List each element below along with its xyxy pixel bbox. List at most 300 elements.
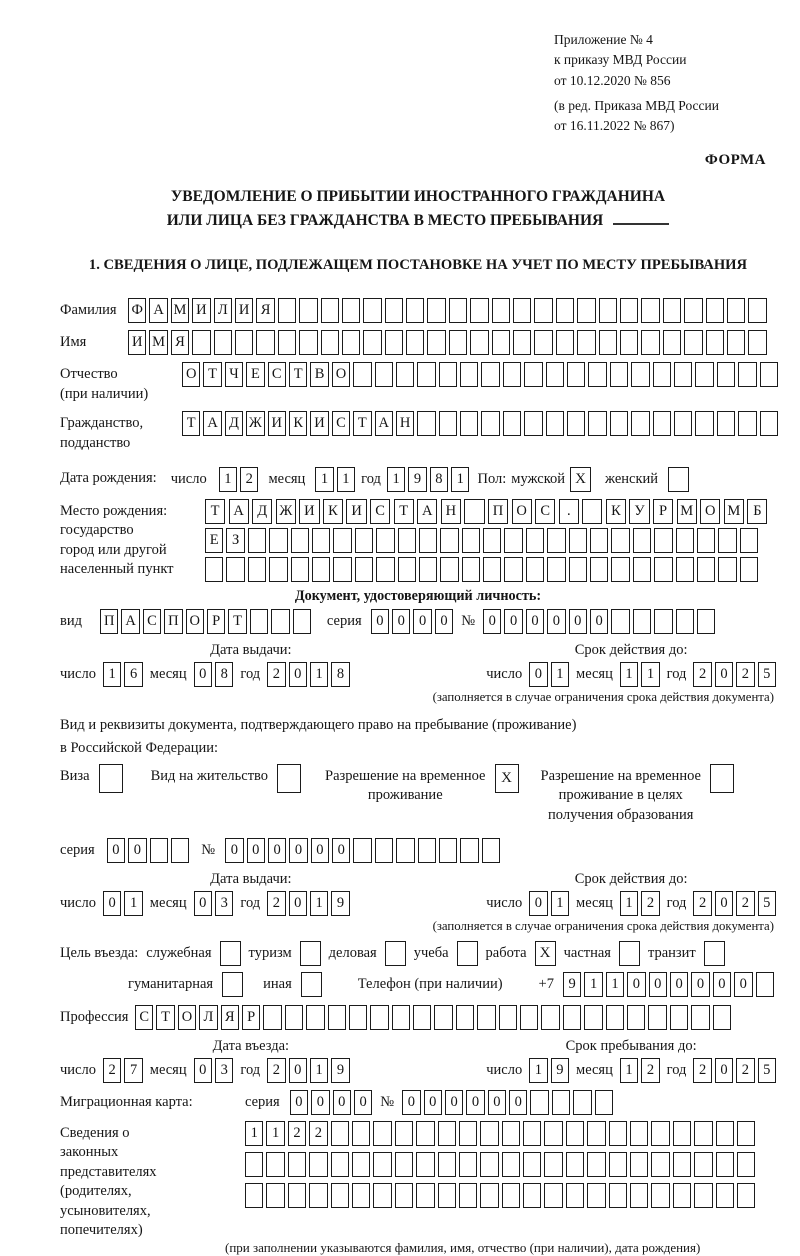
char-box[interactable] bbox=[546, 362, 564, 387]
char-box[interactable] bbox=[633, 528, 651, 553]
char-box[interactable] bbox=[717, 411, 735, 436]
char-box[interactable]: 8 bbox=[215, 662, 233, 687]
char-box[interactable] bbox=[590, 528, 608, 553]
char-box[interactable] bbox=[691, 1005, 709, 1030]
char-box[interactable] bbox=[398, 557, 416, 582]
char-box[interactable] bbox=[373, 1152, 391, 1177]
stay-year-grid[interactable] bbox=[693, 1058, 776, 1083]
char-box[interactable]: 1 bbox=[219, 467, 237, 492]
char-box[interactable] bbox=[266, 1152, 284, 1177]
char-box[interactable]: А bbox=[375, 411, 393, 436]
char-box[interactable]: У bbox=[629, 499, 649, 524]
char-box[interactable] bbox=[544, 1183, 562, 1208]
char-box[interactable] bbox=[599, 298, 617, 323]
char-box[interactable] bbox=[718, 557, 736, 582]
firstname-grid[interactable] bbox=[128, 330, 767, 355]
char-box[interactable] bbox=[651, 1152, 669, 1177]
char-box[interactable] bbox=[673, 1121, 691, 1146]
char-box[interactable]: Т bbox=[289, 362, 307, 387]
char-box[interactable]: 2 bbox=[309, 1121, 327, 1146]
char-box[interactable] bbox=[248, 557, 266, 582]
char-box[interactable] bbox=[171, 838, 189, 863]
char-box[interactable]: Я bbox=[171, 330, 189, 355]
char-box[interactable]: С bbox=[143, 609, 161, 634]
char-box[interactable] bbox=[620, 330, 638, 355]
char-box[interactable]: И bbox=[128, 330, 146, 355]
char-box[interactable] bbox=[470, 298, 488, 323]
char-box[interactable] bbox=[331, 1152, 349, 1177]
char-box[interactable]: И bbox=[310, 411, 328, 436]
char-box[interactable] bbox=[373, 1121, 391, 1146]
char-box[interactable]: 0 bbox=[107, 838, 125, 863]
char-box[interactable]: Д bbox=[252, 499, 272, 524]
char-box[interactable] bbox=[427, 330, 445, 355]
char-box[interactable] bbox=[349, 1005, 367, 1030]
char-box[interactable] bbox=[353, 838, 371, 863]
char-box[interactable] bbox=[611, 557, 629, 582]
char-box[interactable]: 0 bbox=[354, 1090, 372, 1115]
char-box[interactable]: 0 bbox=[247, 838, 265, 863]
char-box[interactable] bbox=[499, 1005, 517, 1030]
char-box[interactable]: 0 bbox=[103, 891, 121, 916]
char-box[interactable]: С bbox=[370, 499, 390, 524]
char-box[interactable]: Н bbox=[441, 499, 461, 524]
char-box[interactable]: К bbox=[289, 411, 307, 436]
char-box[interactable] bbox=[480, 1152, 498, 1177]
char-box[interactable] bbox=[205, 557, 223, 582]
char-box[interactable]: С bbox=[268, 362, 286, 387]
char-box[interactable] bbox=[556, 330, 574, 355]
char-box[interactable] bbox=[503, 362, 521, 387]
char-box[interactable] bbox=[416, 1152, 434, 1177]
char-box[interactable] bbox=[352, 1183, 370, 1208]
birthplace-grid-row1[interactable] bbox=[205, 499, 767, 524]
char-box[interactable]: 0 bbox=[715, 891, 733, 916]
phone-grid[interactable] bbox=[563, 972, 774, 997]
char-box[interactable]: 0 bbox=[649, 972, 667, 997]
char-box[interactable] bbox=[235, 330, 253, 355]
char-box[interactable]: 0 bbox=[194, 891, 212, 916]
char-box[interactable] bbox=[271, 609, 289, 634]
char-box[interactable] bbox=[419, 557, 437, 582]
purpose-study-checkbox[interactable] bbox=[457, 941, 478, 966]
char-box[interactable]: 0 bbox=[413, 609, 431, 634]
char-box[interactable] bbox=[504, 528, 522, 553]
char-box[interactable] bbox=[439, 411, 457, 436]
char-box[interactable] bbox=[590, 557, 608, 582]
char-box[interactable] bbox=[695, 362, 713, 387]
char-box[interactable] bbox=[524, 362, 542, 387]
char-box[interactable] bbox=[385, 298, 403, 323]
char-box[interactable] bbox=[355, 528, 373, 553]
surname-grid[interactable] bbox=[128, 298, 767, 323]
char-box[interactable] bbox=[630, 1183, 648, 1208]
char-box[interactable] bbox=[706, 330, 724, 355]
char-box[interactable] bbox=[609, 1183, 627, 1208]
char-box[interactable]: 1 bbox=[310, 662, 328, 687]
char-box[interactable] bbox=[587, 1183, 605, 1208]
char-box[interactable] bbox=[352, 1121, 370, 1146]
char-box[interactable] bbox=[541, 1005, 559, 1030]
char-box[interactable] bbox=[192, 330, 210, 355]
char-box[interactable]: 0 bbox=[289, 662, 307, 687]
char-box[interactable] bbox=[674, 362, 692, 387]
char-box[interactable] bbox=[740, 528, 758, 553]
char-box[interactable] bbox=[395, 1183, 413, 1208]
residence-series-grid[interactable] bbox=[107, 838, 190, 863]
char-box[interactable]: 2 bbox=[693, 662, 711, 687]
char-box[interactable] bbox=[566, 1183, 584, 1208]
birthplace-grid-row2[interactable] bbox=[205, 528, 767, 553]
char-box[interactable] bbox=[587, 1121, 605, 1146]
char-box[interactable] bbox=[717, 362, 735, 387]
purpose-tourism-checkbox[interactable] bbox=[300, 941, 321, 966]
char-box[interactable]: 1 bbox=[641, 662, 659, 687]
char-box[interactable] bbox=[595, 1090, 613, 1115]
char-box[interactable] bbox=[611, 609, 629, 634]
char-box[interactable]: 2 bbox=[103, 1058, 121, 1083]
char-box[interactable] bbox=[293, 609, 311, 634]
representatives-grid-row2[interactable] bbox=[245, 1152, 755, 1177]
char-box[interactable]: 1 bbox=[310, 1058, 328, 1083]
residence-number-grid[interactable] bbox=[225, 838, 500, 863]
char-box[interactable] bbox=[588, 362, 606, 387]
char-box[interactable]: 0 bbox=[488, 1090, 506, 1115]
char-box[interactable] bbox=[385, 330, 403, 355]
char-box[interactable]: А bbox=[417, 499, 437, 524]
char-box[interactable]: 1 bbox=[310, 891, 328, 916]
char-box[interactable]: 0 bbox=[333, 1090, 351, 1115]
temp-residence-checkbox[interactable]: X bbox=[495, 764, 519, 793]
char-box[interactable] bbox=[353, 362, 371, 387]
char-box[interactable] bbox=[599, 330, 617, 355]
char-box[interactable]: О bbox=[178, 1005, 196, 1030]
char-box[interactable]: 1 bbox=[245, 1121, 263, 1146]
char-box[interactable] bbox=[438, 1121, 456, 1146]
char-box[interactable] bbox=[269, 528, 287, 553]
char-box[interactable] bbox=[740, 557, 758, 582]
char-box[interactable]: 0 bbox=[509, 1090, 527, 1115]
char-box[interactable] bbox=[449, 298, 467, 323]
char-box[interactable] bbox=[464, 499, 484, 524]
char-box[interactable]: 1 bbox=[387, 467, 405, 492]
representatives-grid-row3[interactable] bbox=[245, 1183, 755, 1208]
purpose-official-checkbox[interactable] bbox=[220, 941, 241, 966]
char-box[interactable] bbox=[439, 838, 457, 863]
char-box[interactable] bbox=[481, 411, 499, 436]
char-box[interactable]: 5 bbox=[758, 1058, 776, 1083]
char-box[interactable]: С bbox=[332, 411, 350, 436]
char-box[interactable] bbox=[480, 1121, 498, 1146]
char-box[interactable]: . bbox=[559, 499, 579, 524]
migration-number-grid[interactable] bbox=[402, 1090, 613, 1115]
char-box[interactable] bbox=[375, 838, 393, 863]
doc-series-grid[interactable] bbox=[371, 609, 454, 634]
char-box[interactable]: 2 bbox=[267, 891, 285, 916]
doc-kind-grid[interactable] bbox=[100, 609, 311, 634]
char-box[interactable]: Т bbox=[228, 609, 246, 634]
char-box[interactable]: 0 bbox=[289, 838, 307, 863]
char-box[interactable]: 8 bbox=[331, 662, 349, 687]
char-box[interactable] bbox=[331, 1183, 349, 1208]
char-box[interactable] bbox=[566, 1152, 584, 1177]
char-box[interactable] bbox=[673, 1183, 691, 1208]
char-box[interactable] bbox=[460, 411, 478, 436]
char-box[interactable] bbox=[513, 298, 531, 323]
char-box[interactable] bbox=[459, 1121, 477, 1146]
residence-issue-year-grid[interactable] bbox=[267, 891, 350, 916]
char-box[interactable] bbox=[738, 411, 756, 436]
char-box[interactable] bbox=[492, 298, 510, 323]
char-box[interactable]: Ж bbox=[276, 499, 296, 524]
char-box[interactable] bbox=[226, 557, 244, 582]
char-box[interactable] bbox=[523, 1183, 541, 1208]
purpose-business-checkbox[interactable] bbox=[385, 941, 406, 966]
char-box[interactable] bbox=[312, 528, 330, 553]
char-box[interactable] bbox=[459, 1183, 477, 1208]
char-box[interactable] bbox=[376, 557, 394, 582]
char-box[interactable] bbox=[706, 298, 724, 323]
char-box[interactable] bbox=[694, 1121, 712, 1146]
char-box[interactable] bbox=[438, 1152, 456, 1177]
char-box[interactable] bbox=[250, 609, 268, 634]
char-box[interactable] bbox=[363, 330, 381, 355]
char-box[interactable]: 3 bbox=[215, 1058, 233, 1083]
char-box[interactable]: И bbox=[346, 499, 366, 524]
residence-issue-day-grid[interactable] bbox=[103, 891, 143, 916]
birth-month-grid[interactable] bbox=[315, 467, 355, 492]
char-box[interactable]: 0 bbox=[225, 838, 243, 863]
char-box[interactable] bbox=[291, 557, 309, 582]
char-box[interactable] bbox=[395, 1152, 413, 1177]
char-box[interactable]: 0 bbox=[311, 838, 329, 863]
char-box[interactable]: 3 bbox=[215, 891, 233, 916]
char-box[interactable]: 7 bbox=[124, 1058, 142, 1083]
char-box[interactable]: 0 bbox=[569, 609, 587, 634]
char-box[interactable]: 2 bbox=[693, 1058, 711, 1083]
char-box[interactable] bbox=[480, 1183, 498, 1208]
char-box[interactable] bbox=[727, 330, 745, 355]
char-box[interactable] bbox=[760, 362, 778, 387]
char-box[interactable] bbox=[544, 1152, 562, 1177]
char-box[interactable] bbox=[440, 528, 458, 553]
doc-valid-year-grid[interactable] bbox=[693, 662, 776, 687]
representatives-grid-row1[interactable] bbox=[245, 1121, 755, 1146]
char-box[interactable]: 0 bbox=[466, 1090, 484, 1115]
char-box[interactable]: В bbox=[310, 362, 328, 387]
char-box[interactable] bbox=[523, 1121, 541, 1146]
char-box[interactable]: 0 bbox=[445, 1090, 463, 1115]
char-box[interactable] bbox=[462, 557, 480, 582]
char-box[interactable] bbox=[633, 609, 651, 634]
char-box[interactable] bbox=[376, 528, 394, 553]
char-box[interactable]: К bbox=[606, 499, 626, 524]
residence-permit-checkbox[interactable] bbox=[277, 764, 301, 793]
profession-grid[interactable] bbox=[135, 1005, 731, 1030]
char-box[interactable]: 2 bbox=[240, 467, 258, 492]
char-box[interactable] bbox=[569, 557, 587, 582]
char-box[interactable]: Д bbox=[225, 411, 243, 436]
char-box[interactable] bbox=[611, 528, 629, 553]
char-box[interactable]: А bbox=[121, 609, 139, 634]
char-box[interactable]: И bbox=[268, 411, 286, 436]
char-box[interactable] bbox=[214, 330, 232, 355]
char-box[interactable] bbox=[654, 528, 672, 553]
char-box[interactable]: 0 bbox=[713, 972, 731, 997]
char-box[interactable] bbox=[248, 528, 266, 553]
char-box[interactable] bbox=[552, 1090, 570, 1115]
char-box[interactable] bbox=[569, 528, 587, 553]
char-box[interactable] bbox=[331, 1121, 349, 1146]
char-box[interactable]: Н bbox=[396, 411, 414, 436]
char-box[interactable] bbox=[648, 1005, 666, 1030]
char-box[interactable] bbox=[269, 557, 287, 582]
char-box[interactable] bbox=[503, 411, 521, 436]
char-box[interactable] bbox=[419, 528, 437, 553]
char-box[interactable] bbox=[321, 298, 339, 323]
char-box[interactable] bbox=[417, 362, 435, 387]
char-box[interactable] bbox=[416, 1121, 434, 1146]
char-box[interactable]: К bbox=[323, 499, 343, 524]
char-box[interactable] bbox=[299, 330, 317, 355]
char-box[interactable] bbox=[482, 838, 500, 863]
doc-issue-day-grid[interactable] bbox=[103, 662, 143, 687]
char-box[interactable] bbox=[631, 362, 649, 387]
purpose-private-checkbox[interactable] bbox=[619, 941, 640, 966]
char-box[interactable] bbox=[266, 1183, 284, 1208]
char-box[interactable] bbox=[520, 1005, 538, 1030]
char-box[interactable] bbox=[673, 1152, 691, 1177]
char-box[interactable] bbox=[481, 362, 499, 387]
char-box[interactable]: 0 bbox=[529, 891, 547, 916]
char-box[interactable]: М bbox=[677, 499, 697, 524]
char-box[interactable] bbox=[631, 411, 649, 436]
char-box[interactable]: 9 bbox=[563, 972, 581, 997]
char-box[interactable] bbox=[291, 528, 309, 553]
char-box[interactable]: 1 bbox=[620, 662, 638, 687]
char-box[interactable] bbox=[150, 838, 168, 863]
char-box[interactable]: 1 bbox=[606, 972, 624, 997]
birth-year-grid[interactable] bbox=[387, 467, 470, 492]
char-box[interactable]: 0 bbox=[526, 609, 544, 634]
char-box[interactable]: Л bbox=[199, 1005, 217, 1030]
char-box[interactable] bbox=[492, 330, 510, 355]
char-box[interactable]: 5 bbox=[758, 662, 776, 687]
visa-checkbox[interactable] bbox=[99, 764, 123, 793]
char-box[interactable] bbox=[477, 1005, 495, 1030]
char-box[interactable] bbox=[278, 298, 296, 323]
patronymic-grid[interactable] bbox=[182, 362, 778, 387]
char-box[interactable] bbox=[288, 1152, 306, 1177]
char-box[interactable]: 0 bbox=[194, 1058, 212, 1083]
char-box[interactable]: О bbox=[700, 499, 720, 524]
char-box[interactable] bbox=[483, 557, 501, 582]
char-box[interactable] bbox=[674, 411, 692, 436]
char-box[interactable] bbox=[684, 330, 702, 355]
char-box[interactable]: 0 bbox=[483, 609, 501, 634]
char-box[interactable]: 1 bbox=[551, 891, 569, 916]
char-box[interactable] bbox=[684, 298, 702, 323]
char-box[interactable]: И bbox=[192, 298, 210, 323]
char-box[interactable] bbox=[309, 1183, 327, 1208]
char-box[interactable]: 2 bbox=[641, 1058, 659, 1083]
char-box[interactable]: 0 bbox=[590, 609, 608, 634]
doc-issue-year-grid[interactable] bbox=[267, 662, 350, 687]
migration-series-grid[interactable] bbox=[290, 1090, 373, 1115]
char-box[interactable] bbox=[676, 528, 694, 553]
stay-month-grid[interactable] bbox=[620, 1058, 660, 1083]
char-box[interactable] bbox=[502, 1152, 520, 1177]
char-box[interactable] bbox=[417, 411, 435, 436]
char-box[interactable]: 8 bbox=[430, 467, 448, 492]
char-box[interactable] bbox=[462, 528, 480, 553]
char-box[interactable]: О bbox=[332, 362, 350, 387]
char-box[interactable] bbox=[526, 528, 544, 553]
char-box[interactable] bbox=[547, 528, 565, 553]
char-box[interactable]: 0 bbox=[371, 609, 389, 634]
doc-issue-month-grid[interactable] bbox=[194, 662, 234, 687]
char-box[interactable] bbox=[438, 1183, 456, 1208]
char-box[interactable] bbox=[567, 411, 585, 436]
char-box[interactable]: Т bbox=[353, 411, 371, 436]
char-box[interactable]: 0 bbox=[529, 662, 547, 687]
char-box[interactable] bbox=[427, 298, 445, 323]
purpose-other-checkbox[interactable] bbox=[301, 972, 322, 997]
char-box[interactable] bbox=[504, 557, 522, 582]
char-box[interactable] bbox=[440, 557, 458, 582]
char-box[interactable] bbox=[609, 1121, 627, 1146]
char-box[interactable] bbox=[530, 1090, 548, 1115]
char-box[interactable] bbox=[460, 362, 478, 387]
char-box[interactable] bbox=[718, 528, 736, 553]
char-box[interactable] bbox=[245, 1183, 263, 1208]
char-box[interactable]: 9 bbox=[331, 891, 349, 916]
char-box[interactable]: 0 bbox=[194, 662, 212, 687]
char-box[interactable] bbox=[534, 298, 552, 323]
char-box[interactable]: Ж bbox=[246, 411, 264, 436]
char-box[interactable]: 2 bbox=[736, 662, 754, 687]
char-box[interactable] bbox=[737, 1121, 755, 1146]
char-box[interactable] bbox=[398, 528, 416, 553]
char-box[interactable] bbox=[526, 557, 544, 582]
char-box[interactable]: 0 bbox=[547, 609, 565, 634]
char-box[interactable]: А bbox=[203, 411, 221, 436]
char-box[interactable] bbox=[697, 609, 715, 634]
char-box[interactable]: Т bbox=[205, 499, 225, 524]
char-box[interactable]: Т bbox=[156, 1005, 174, 1030]
char-box[interactable]: Л bbox=[214, 298, 232, 323]
char-box[interactable]: 0 bbox=[268, 838, 286, 863]
char-box[interactable] bbox=[352, 1152, 370, 1177]
char-box[interactable] bbox=[627, 1005, 645, 1030]
char-box[interactable]: О bbox=[512, 499, 532, 524]
char-box[interactable] bbox=[654, 609, 672, 634]
purpose-work-checkbox[interactable]: X bbox=[535, 941, 556, 966]
char-box[interactable] bbox=[651, 1183, 669, 1208]
char-box[interactable] bbox=[449, 330, 467, 355]
char-box[interactable] bbox=[546, 411, 564, 436]
char-box[interactable] bbox=[285, 1005, 303, 1030]
char-box[interactable] bbox=[573, 1090, 591, 1115]
char-box[interactable] bbox=[342, 298, 360, 323]
char-box[interactable]: П bbox=[100, 609, 118, 634]
char-box[interactable] bbox=[355, 557, 373, 582]
residence-valid-day-grid[interactable] bbox=[529, 891, 569, 916]
char-box[interactable]: А bbox=[229, 499, 249, 524]
char-box[interactable]: П bbox=[164, 609, 182, 634]
char-box[interactable] bbox=[630, 1152, 648, 1177]
char-box[interactable] bbox=[694, 1152, 712, 1177]
